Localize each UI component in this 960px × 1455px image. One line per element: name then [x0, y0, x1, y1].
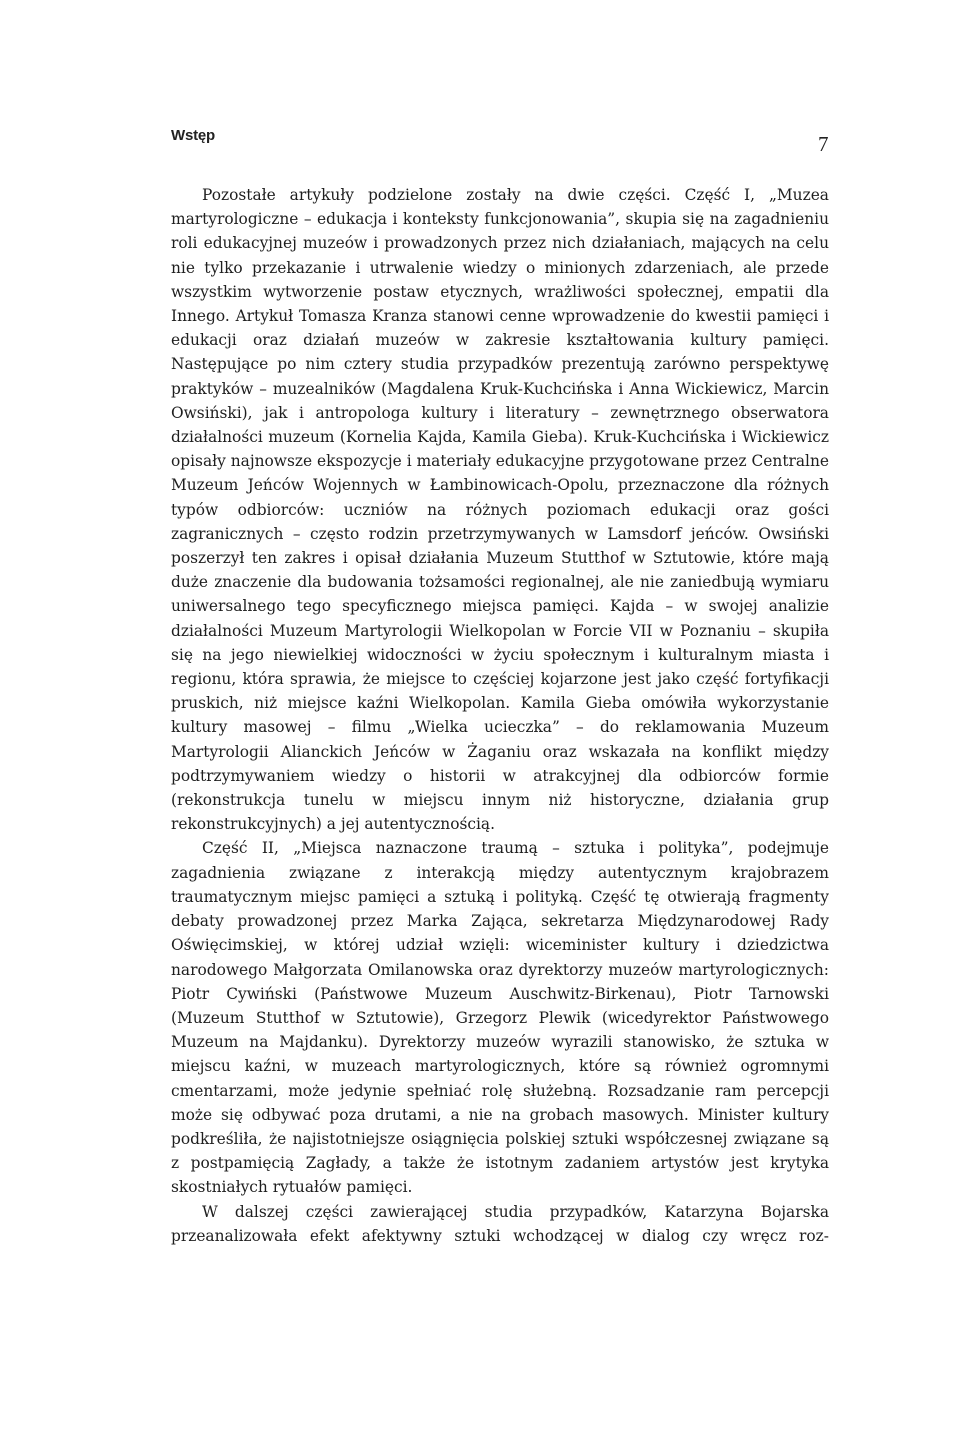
paragraph-1: Pozostałe artykuły podzielone zostały na dwie części. Część I, „Muzea martyrologiczne – edukacja i konteksty funkcjonowania”, skupia się na zagadnieniu roli edukacyjnej muzeów i prowadzonych przez nich działaniach, mających na celu nie tylko przekazanie i utrwalenie wiedzy o minionych zdarzeniach, ale przede wszystkim wytworzenie postaw etycznych, wrażliwości społecznej, empatii dla Innego. Artykuł Tomasza Kranza stanowi cenne wprowadzenie do kwestii pamięci i edukacji oraz działań muzeów w zakresie kształtowania kultury pamięci. Następujące po nim cztery studia przypadków prezentują zarówno perspektywę praktyków – muzealników (Magdalena Kruk-Kuchcińska i Anna Wickiewicz, Marcin Owsiński), jak i antropologa kultury i literatury – zewnętrznego obserwatora działalności muzeum (Kornelia Kajda, Kamila Gieba). Kruk-Kuchcińska i Wickiewicz opisały najnowsze ekspozycje i materiały edukacyjne przygotowane przez Centralne Muzeum Jeńców Wojennych w Łambinowicach-Opolu, przeznaczone dla różnych typów odbiorców: uczniów na różnych poziomach edukacji oraz gości zagranicznych – często rodzin przetrzymywanych w Lamsdorf jeńców. Owsiński poszerzył ten zakres i opisał działania Muzeum Stutthof w Sztutowie, które mają duże znaczenie dla budowania tożsamości regionalnej, ale nie zaniedbują wymiaru uniwersalnego tego specyficznego miejsca pamięci. Kajda – w swojej analizie działalności Muzeum Martyrologii Wielkopolan w Forcie VII w Poznaniu – skupiła się na jego niewielkiej widoczności w życiu społecznym i kulturalnym miasta i regionu, która sprawia, że miejsce to częściej kojarzone jest jako część fortyfikacji pruskich, niż miejsce kaźni Wielkopolan. Kamila Gieba omówiła wykorzystanie kultury masowej – filmu „Wielka ucieczka” – do reklamowania Muzeum Martyrologii Alianckich Jeńców w Żaganiu oraz wskazała na konflikt między podtrzymywaniem wiedzy o historii w atrakcyjnej dla odbiorców formie (rekonstrukcja tunelu w miejscu innym niż historyczne, działania grup rekonstrukcyjnych) a jej autentycznością. [171, 186, 829, 834]
paragraph-3: W dalszej części zawierającej studia przypadków, Katarzyna Bojarska przeanalizowała efekt afektywny sztuki wchodzącej w dialog czy wręcz roz- [171, 1202, 829, 1245]
body-text [171, 183, 829, 1248]
paragraph-2: Część II, „Miejsca naznaczone traumą – sztuka i polityka”, podejmuje zagadnienia związane z interakcją między autentycznym krajobrazem traumatycznym miejsc pamięci a sztuką i polityką. Część tę otwierają fragmenty debaty prowadzonej przez Marka Zająca, sekretarza Międzynarodowej Rady Oświęcimskiej, w której udział wzięli: wiceminister kultury i dziedzictwa narodowego Małgorzata Omilanowska oraz dyrektorzy muzeów martyrologicznych: Piotr Cywiński (Państwowe Muzeum Auschwitz-Birkenau), Piotr Tarnowski (Muzeum Stutthof w Sztutowie), Grzegorz Plewik (wicedyrektor Państwowego Muzeum na Majdanku). Dyrektorzy muzeów wyrazili stanowisko, że sztuka w miejscu kaźni, w muzeach martyrologicznych, które są również ogromnymi cmentarzami, może jedynie spełniać rolę służebną. Rozsadzanie ram percepcji może się odbywać poza drutami, a nie na grobach masowych. Minister kultury podkreśliła, że najistotniejsze osiągnięcia polskiej sztuki współczesnej związane są z postpamięcią Zagłady, a także że istotnym zadaniem artystów jest krytyka skostniałych rytuałów pamięci. [171, 839, 829, 1197]
page-number: 7 [818, 132, 829, 156]
running-head: Wstęp [171, 127, 216, 144]
